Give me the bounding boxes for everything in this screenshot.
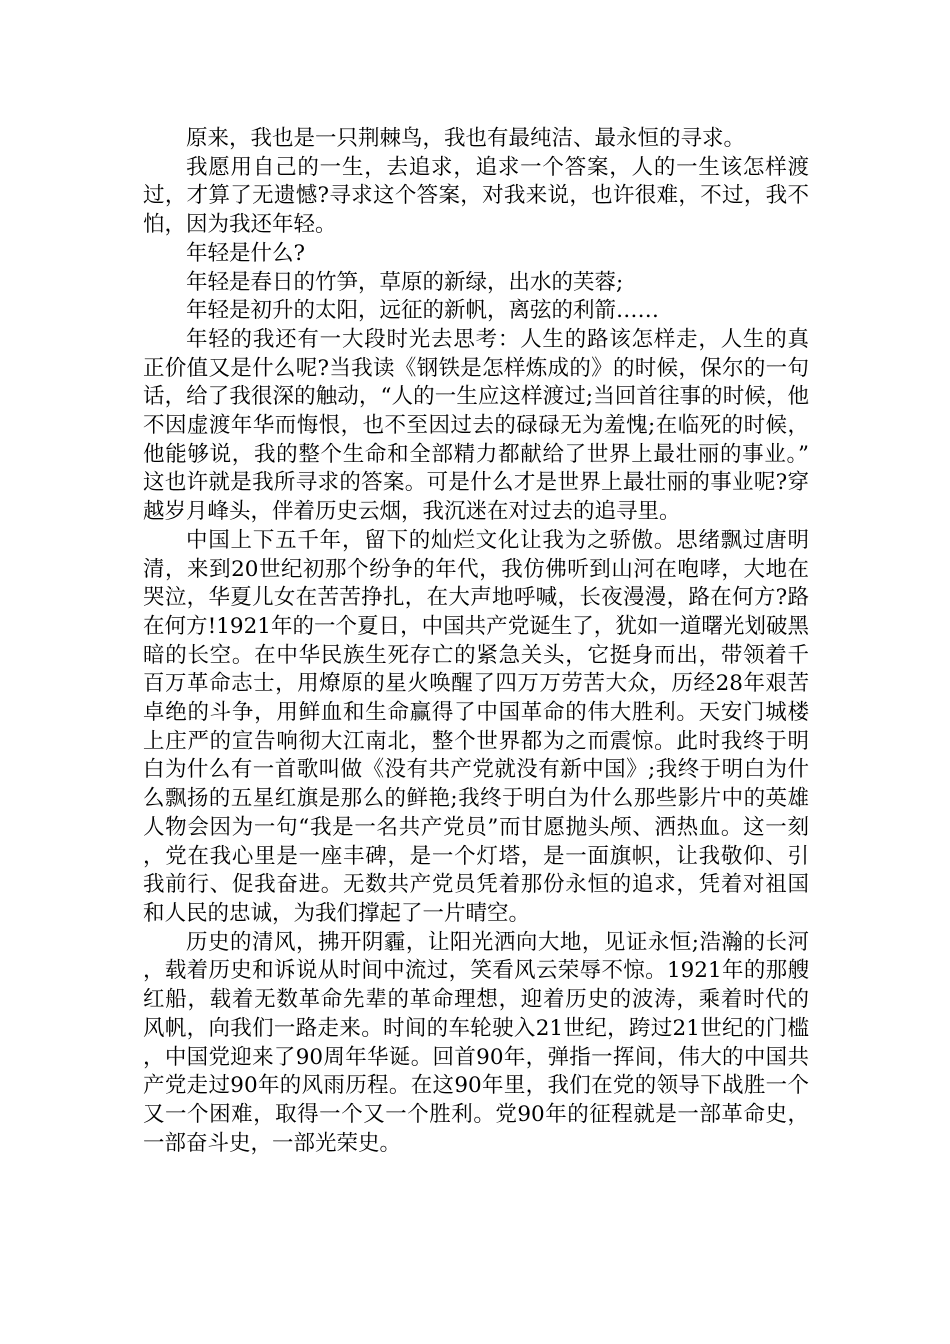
paragraph-8: 历史的清风，拂开阴霾，让阳光洒向大地，见证永恒;浩瀚的长河，载着历史和诉说从时间中流过，笑看风云荣辱不惊。1921年的那艘红船，载着无数革命先辈的革命理想，迎着历史的波涛，乘着时代的风帆，向我们一路走来。时间的车轮驶入21世纪，跨过21世纪的门槛，中国党迎来了90周年华诞。回首90年，弹指一挥间，伟大的中国共产党走过90年的风雨历程。在这90年里，我们在党的领导下战胜一个又一个困难，取得一个又一个胜利。党90年的征程就是一部革命史，一部奋斗史，一部光荣史。 — [143, 929, 809, 1156]
paragraph-2: 我愿用自己的一生，去追求，追求一个答案，人的一生该怎样渡过，才算了无遗憾?寻求这个答案，对我来说，也许很难，不过，我不怕，因为我还年轻。 — [143, 154, 809, 238]
document-page — [143, 125, 809, 1158]
paragraph-3: 年轻是什么? — [186, 240, 306, 266]
paragraph-5: 年轻是初升的太阳，远征的新帆，离弦的利箭…… — [186, 298, 660, 324]
paragraph-4: 年轻是春日的竹笋，草原的新绿，出水的芙蓉; — [186, 269, 624, 295]
paragraph-6: 年轻的我还有一大段时光去思考：人生的路该怎样走，人生的真正价值又是什么呢?当我读《钢铁是怎样炼成的》的时候，保尔的一句话，给了我很深的触动，“人的一生应这样渡过;当回首往事的时候，他不因虚渡年华而悔恨，也不至因过去的碌碌无为羞愧;在临死的时候，他能够说，我的整个生命和全部精力都献给了世界上最壮丽的事业。”这也许就是我所寻求的答案。可是什么才是世界上最壮丽的事业呢?穿越岁月峰头，伴着历史云烟，我沉迷在对过去的追寻里。 — [143, 326, 809, 525]
paragraph-1: 原来，我也是一只荆棘鸟，我也有最纯洁、最永恒的寻求。 — [186, 126, 746, 151]
paragraph-7: 中国上下五千年，留下的灿烂文化让我为之骄傲。思绪飘过唐明清，来到20世纪初那个纷争的年代，我仿佛听到山河在咆哮，大地在哭泣，华夏儿女在苦苦挣扎，在大声地呼喊，长夜漫漫，路在何方?路在何方!1921年的一个夏日，中国共产党诞生了，犹如一道曙光划破黑暗的长空。在中华民族生死存亡的紧急关头，它挺身而出，带领着千百万革命志士，用燎原的星火唤醒了四万万劳苦大众，历经28年艰苦卓绝的斗争，用鲜血和生命赢得了中国革命的伟大胜利。天安门城楼上庄严的宣告响彻大江南北，整个世界都为之而震惊。此时我终于明白为什么有一首歌叫做《没有共产党就没有新中国》;我终于明白为什么飘扬的五星红旗是那么的鲜艳;我终于明白为什么那些影片中的英雄人物会因为一句“我是一名共产党员”而甘愿抛头颅、洒热血。这一刻，党在我心里是一座丰碑，是一个灯塔，是一面旗帜，让我敬仰、引我前行、促我奋进。无数共产党员凭着那份永恒的追求，凭着对祖国和人民的忠诚，为我们撑起了一片晴空。 — [143, 527, 809, 926]
